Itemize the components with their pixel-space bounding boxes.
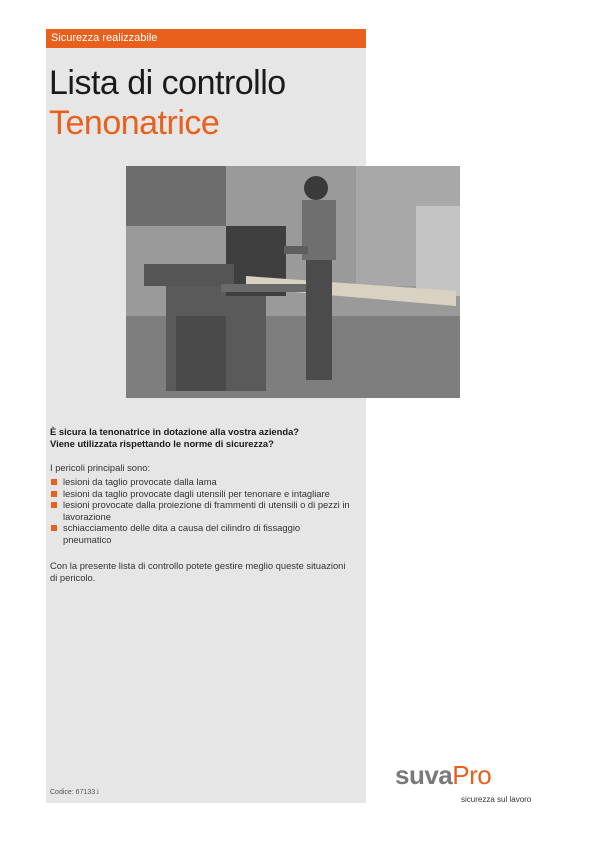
hazards-lead: I pericoli principali sono: bbox=[50, 462, 151, 473]
page-title: Lista di controllo bbox=[49, 64, 286, 102]
list-item: schiacciamento delle dita a causa del cilindro di fissaggio pneumatico bbox=[50, 522, 323, 545]
tenoning-machine-illustration bbox=[126, 166, 460, 398]
square-bullet-icon bbox=[51, 502, 57, 508]
machine-photo bbox=[126, 166, 460, 398]
square-bullet-icon bbox=[51, 479, 57, 485]
intro-question-1: È sicura la tenonatrice in dotazione alla vostra azienda? bbox=[50, 426, 300, 437]
hazards-list bbox=[50, 476, 370, 546]
square-bullet-icon bbox=[51, 525, 57, 531]
page-subtitle: Tenonatrice bbox=[49, 104, 220, 142]
closing-paragraph: Con la presente lista di controllo potete gestire meglio queste situazioni di pericolo. bbox=[50, 560, 346, 583]
intro-question-2: Viene utilizzata rispettando le norme di sicurezza? bbox=[50, 438, 274, 449]
square-bullet-icon bbox=[51, 491, 57, 497]
list-item: lesioni da taglio provocate dagli utensili per tenonare e intagliare bbox=[50, 488, 370, 500]
logo-tagline: sicurezza sul lavoro bbox=[461, 795, 532, 804]
list-item: lesioni provocate dalla proiezione di frammenti di utensili o di pezzi in lavorazione bbox=[50, 499, 363, 522]
suvapro-logo: suvaPro bbox=[395, 760, 492, 790]
list-item: lesioni da taglio provocate dalla lama bbox=[50, 476, 370, 488]
document-code: Codice: 67133.i bbox=[50, 789, 99, 796]
section-header: Sicurezza realizzabile bbox=[46, 29, 366, 48]
intro-questions bbox=[50, 426, 360, 450]
